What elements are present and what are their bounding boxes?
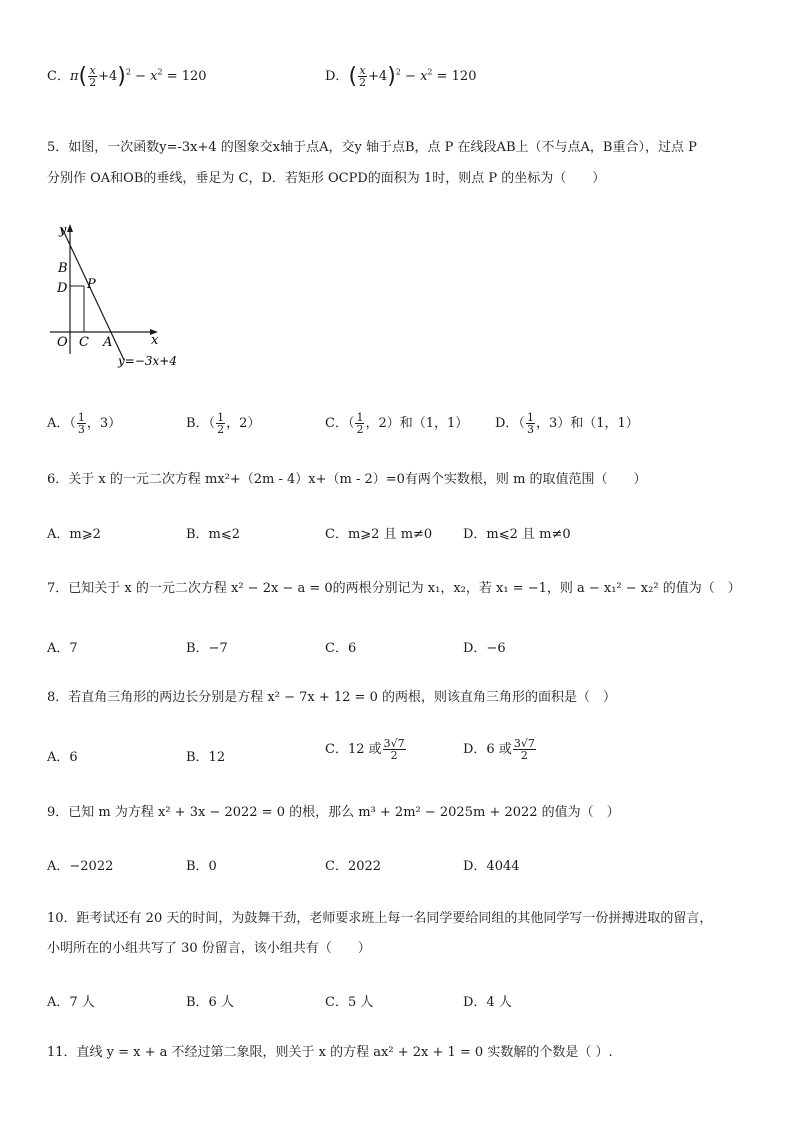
q7-option-d: D．−6 [463,641,506,656]
q7-option-c: C．6 [325,641,357,656]
label-b: B [58,261,68,276]
q4-option-d: D．( $\frac{x}{2}$ $+4)^2 - x^2 = 120$ [325,64,477,89]
q9-option-b: B．0 [186,859,217,874]
q9-stem: 9．已知 m 为方程 x² + 3x − 2022 = 0 的根，那么 m³ + 2m² − 2025m + 2022 的值为（ ） [47,805,620,820]
q7-option-a: A．7 [47,641,78,656]
q8-option-c: C．12 或 $\frac{3√7}{2}$ [325,737,405,762]
q10-option-d: D．4 人 [463,995,512,1010]
q6-option-c: C．m⩾2 且 m≠0 [325,527,433,542]
q7-stem: 7．已知关于 x 的一元二次方程 x² − 2x − a = 0的两根分别记为 x₁，x₂，若 x₁ = −1，则 a − x₁² − x₂² 的值为（ ） [47,581,741,596]
label-o: O [57,335,68,350]
function-line [62,228,124,360]
q10-option-c: C．5 人 [325,995,374,1010]
q7-option-b: B．−7 [186,641,228,656]
q6-option-a: A．m⩾2 [47,527,101,542]
q5-option-c: C．（ $\frac{1}{2}$ ，2）和（1，1） [325,411,469,436]
label-x: x [151,333,159,348]
q8-option-d: D．6 或 $\frac{3√7}{2}$ [463,737,535,762]
q10-option-a: A．7 人 [47,995,95,1010]
q9-option-c: C．2022 [325,859,382,874]
q5-stem-line1: 5．如图，一次函数y=-3x+4 的图象交x轴于点A，交y 轴于点B，点 P 在线段AB上（不与点A，B重合），过点 P [47,140,697,155]
q10-option-b: B．6 人 [186,995,234,1010]
q5-option-a: A．（ $\frac{1}{3}$ ，3） [47,411,122,436]
q8-option-b: B．12 [186,750,226,765]
label-c: C [79,335,89,350]
label-a: A [103,335,113,350]
q5-stem-line2: 分别作 OA和OB的垂线，垂足为 C，D．若矩形 OCPD的面积为 1时，则点 P 的坐标为（ ） [47,171,606,186]
q4-option-c-tail: = 120 [166,69,207,84]
q8-stem: 8．若直角三角形的两边长分别是方程 x² − 7x + 12 = 0 的两根，则该直角三角形的面积是（ ） [47,690,616,705]
label-p: P [87,277,96,292]
y-axis-arrow [67,224,73,232]
q9-option-a: A．−2022 [47,859,114,874]
q5-option-b: B．（ $\frac{1}{2}$ ，2） [186,411,261,436]
q4-option-c: C．π( $\frac{x}{2}$ $+4)^2 - x^2 = 120$ [47,64,207,89]
q11-stem: 11．直线 y = x + a 不经过第二象限，则关于 x 的方程 ax² + 2x + 1 = 0 实数解的个数是（ ）. [47,1045,613,1060]
q4-option-c-label: C． [47,69,70,84]
q10-stem-line2: 小明所在的小组共写了 30 份留言，该小组共有（ ） [47,941,371,956]
equation-label: y=−3x+4 [118,354,177,368]
label-y: y [59,223,67,238]
q10-stem-line1: 10．距考试还有 20 天的时间，为鼓舞干劲，老师要求班上每一名同学要给同组的其他同学写一份拼搏进取的留言， [47,911,713,926]
q8-option-a: A．6 [47,750,78,765]
q4-option-d-label: D． [325,69,349,84]
q5-figure [50,220,200,370]
q6-option-d: D．m⩽2 且 m≠0 [463,527,571,542]
q4-option-d-tail: = 120 [436,69,477,84]
q9-option-d: D．4044 [463,859,520,874]
q6-stem: 6．关于 x 的一元二次方程 mx²+（2m - 4）x+（m - 2）=0有两个实数根，则 m 的取值范围（ ） [47,472,647,487]
q6-option-b: B．m⩽2 [186,527,241,542]
q5-option-d: D．（ $\frac{1}{3}$ ，3）和（1，1） [495,411,639,436]
label-d: D [57,281,68,296]
